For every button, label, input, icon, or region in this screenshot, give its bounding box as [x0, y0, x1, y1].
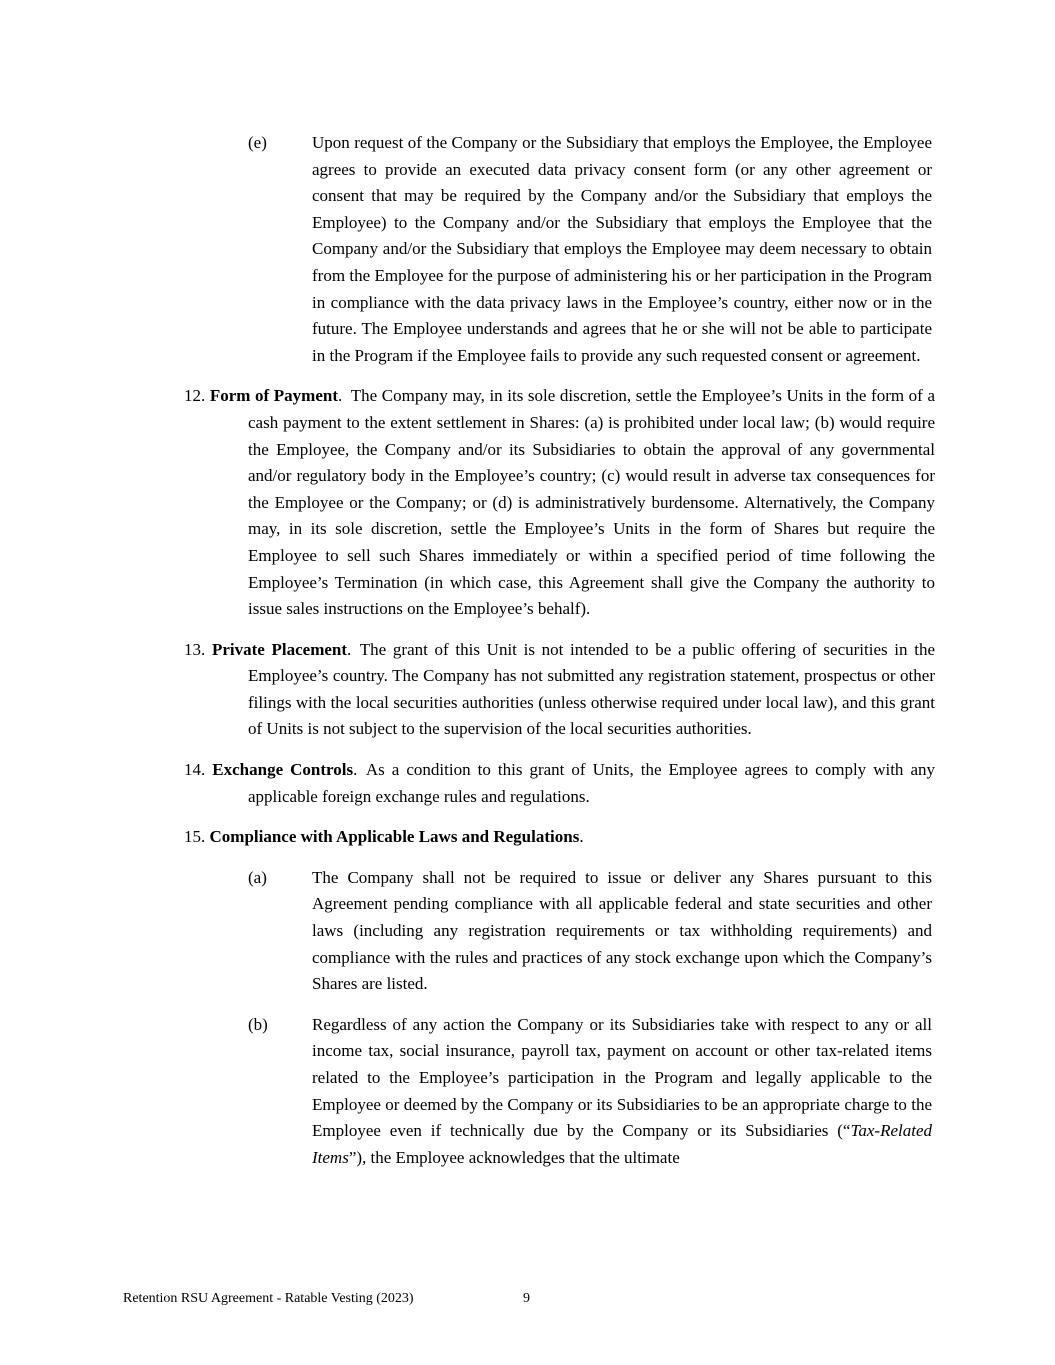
section-15-number: 15.: [184, 827, 206, 847]
paragraph-e-text: Upon request of the Company or the Subsidiary that employs the Employee, the Employee agrees to provide an executed data privacy consent form (or any other agreement or consent that may be required by the Company and/or the Subsidiary that employs the Employee) to the Company and/or the Subsidiary that employs the Employee that the Company and/or the Subsidiary that employs the Employee may deem necessary to obtain from the Employee for the purpose of administering his or her participation in the Program in compliance with the data privacy laws in the Employee’s country, either now or in the future. The Employee understands and agrees that he or she will not be able to participate in the Program if the Employee fails to provide any such requested consent or agreement.: [312, 133, 932, 365]
section-13-number: 13.: [184, 639, 206, 659]
section-15-title-period: .: [579, 827, 584, 847]
section-14-body: As a condition to this grant of Units, the Employee agrees to comply with any applicable foreign exchange rules and regulations.: [248, 760, 935, 806]
list-label-a: (a): [248, 867, 267, 887]
section-13-body: The grant of this Unit is not intended to be a public offering of securities in the Employee’s country. The Company has not submitted any registration statement, prospectus or other filings with the local securities authorities (unless otherwise required under local law), and this grant of Units is not subject to the supervision of the local securities authorities.: [248, 639, 935, 739]
section-12-body: The Company may, in its sole discretion, settle the Employee’s Units in the form of a cash payment to the extent settlement in Shares: (a) is prohibited under local law; (b) would require the Employee, the Company and/or its Subsidiaries to obtain the approval of any governmental and/or regulatory body in the Employee’s country; (c) would result in adverse tax consequences for the Employee or the Company; or (d) is administratively burdensome. Alternatively, the Company may, in its sole discretion, settle the Employee’s Units in the form of Shares but require the Employee to sell such Shares immediately or within a specified period of time following the Employee’s Termination (in which case, this Agreement shall give the Company the authority to issue sales instructions on the Employee’s behalf).: [248, 386, 935, 619]
section-14-title-period: .: [353, 760, 366, 780]
footer-page-number: 9: [523, 1291, 530, 1306]
footer-document-title: Retention RSU Agreement - Ratable Vesting (2023): [123, 1291, 414, 1306]
paragraph-b-italic-term: Tax-Related Items: [312, 1121, 932, 1167]
section-15: [184, 824, 935, 851]
section-12: [184, 383, 935, 622]
section-13-title: Private Placement: [211, 639, 348, 659]
paragraph-b: [248, 1012, 932, 1172]
section-14-title: Exchange Controls: [212, 760, 354, 780]
section-14-number: 14.: [184, 760, 206, 780]
paragraph-a-text: The Company shall not be required to issue or deliver any Shares pursuant to this Agreement pending compliance with all applicable federal and state securities and other laws (including any registration requirements or tax withholding requirements) and compliance with the rules and practices of any stock exchange upon which the Company’s Shares are listed.: [312, 867, 932, 994]
paragraph-a: [248, 865, 932, 998]
list-label-b: (b): [248, 1014, 268, 1034]
paragraph-b-text-after: ”), the Employee acknowledges that the ultimate: [348, 1147, 680, 1167]
section-15-title: Compliance with Applicable Laws and Regulations: [209, 827, 580, 847]
section-12-title-period: .: [337, 386, 351, 406]
section-13-title-period: .: [347, 639, 360, 659]
paragraph-e: [248, 130, 932, 369]
list-label-e: (e): [248, 133, 267, 152]
paragraph-b-text-before: Regardless of any action the Company or its Subsidiaries take with respect to any or all income tax, social insurance, payroll tax, payment on account or other tax-related items related to the Employee’s participation in the Program and legally applicable to the Employee or deemed by the Company or its Subsidiaries to be an appropriate charge to the Employee even if technically due by the Company or its Subsidiaries (“: [312, 1014, 932, 1141]
section-13: [184, 637, 935, 743]
section-14: [184, 757, 935, 810]
section-12-number: 12.: [184, 386, 206, 406]
section-12-title: Form of Payment: [209, 386, 338, 406]
